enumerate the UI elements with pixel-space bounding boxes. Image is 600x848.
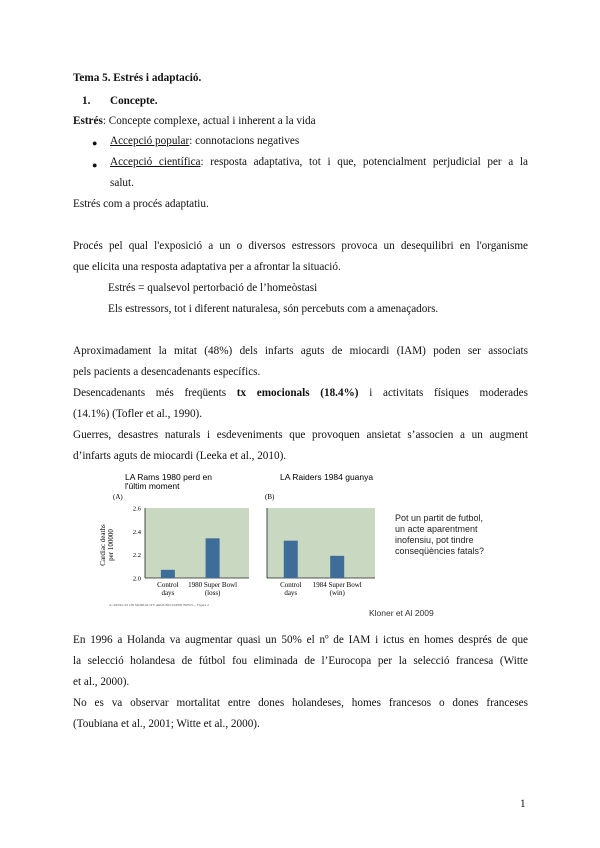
para1-indent2: Els estressors, tot i diferent naturalesa, són percebuts com a amenaçadors. <box>108 303 439 315</box>
section-number: 1. <box>82 95 91 107</box>
para3-line3: et al., 2000). <box>73 676 130 688</box>
y-tick-label: 2.6 <box>132 505 141 513</box>
figure-source: Kloner et Al 2009 <box>369 608 434 618</box>
para3-line5: (Toubiana et al., 2001; Witte et al., 2000). <box>73 718 260 730</box>
bar <box>206 538 220 578</box>
y-tick-label: 2.2 <box>132 552 141 560</box>
figure <box>95 468 525 618</box>
super-bowl-charts <box>95 468 525 618</box>
bullet-item-popular: Accepció popular: connotacions negatives <box>110 135 300 147</box>
panel-a-label: (A) <box>113 493 123 501</box>
definition-line <box>73 115 316 127</box>
y-axis-label-line1: Cardiac deaths <box>99 524 107 566</box>
y-tick-label: 2.4 <box>132 528 141 536</box>
para1-line2: que elicita una resposta adaptativa per a afrontar la situació. <box>73 261 341 273</box>
category-label: Control <box>280 581 302 589</box>
process-heading: Estrés com a procés adaptatiu. <box>73 198 209 210</box>
category-label: 1984 Super Bowl <box>312 581 362 589</box>
category-label: (win) <box>329 589 345 597</box>
bullet-item-scientific: Accepció científica: resposta adaptativa, tot i que, potencialment perjudicial per a la <box>110 156 528 168</box>
category-label: (loss) <box>204 589 221 597</box>
category-label: 1980 Super Bowl <box>188 581 238 589</box>
caption-b: LA Raiders 1984 guanya <box>280 472 374 482</box>
document-title: Tema 5. Estrés i adaptació. <box>73 72 202 84</box>
side-text-line: inofensiu, pot tindre <box>395 535 474 545</box>
para1-line1: Procés pel qual l'exposició a un o diversos estressors provoca un desequilibri en l'organisme <box>73 240 528 252</box>
para2-line2: pels pacients a desencadenants específics. <box>73 366 261 378</box>
bar <box>284 541 298 578</box>
para1-indent1: Estrés = qualsevol pertorbació de l’homeòstasi <box>108 282 318 294</box>
bar <box>161 570 175 578</box>
panel-a-y-ticks <box>133 506 142 583</box>
category-label: Control <box>157 581 179 589</box>
para2-line3: Desencadenants més freqüents tx emocionals (18.4%) i activitats físiques moderades <box>73 387 528 399</box>
para2-line5: Guerres, desastres naturals i esdeveniments que provoquen ansietat s’associen a un augment <box>73 429 528 441</box>
panel-a-background <box>145 508 249 578</box>
side-text-line: Pot un partit de futbol, <box>395 513 484 523</box>
para3-line4: No es va observar mortalitat entre dones holandeses, homes francesos o dones franceses <box>73 697 528 709</box>
panel-a-categories <box>157 581 237 597</box>
category-label: days <box>284 589 298 597</box>
y-axis-label-line2: per 100000 <box>107 529 115 561</box>
para3-line2: la selecció holandesa de fútbol fou eliminada de l’Eurocopa per la selecció francesa (Witte <box>73 655 528 667</box>
bullet-dot-icon: ● <box>92 160 98 170</box>
para2-line1: Aproximadament la mitat (48%) dels infarts aguts de miocardi (IAM) poden ser associats <box>73 345 528 357</box>
definition-term: Estrés <box>73 115 103 127</box>
panel-b-background <box>267 508 375 578</box>
caption-a-line2: l'últim moment <box>125 481 180 491</box>
para3-line1: En 1996 a Holanda va augmentar quasi un 50% el nº de IAM i ictus en homes després de que <box>73 634 528 646</box>
bullet-continuation: salut. <box>110 177 134 189</box>
side-question <box>395 513 484 556</box>
figure-footnote: A: RESULTS ON MORTALITY AROUND SUPER BOWL... Figure 2 <box>109 603 209 607</box>
definition-text: : Concepte complexe, actual i inherent a la vida <box>102 115 316 127</box>
caption-a-line1: LA Rams 1980 perd en <box>125 472 212 482</box>
page-number: 1 <box>520 798 526 810</box>
para2-line6: d’infarts aguts de miocardi (Leeka et al., 2010). <box>73 450 287 462</box>
bar <box>330 556 344 578</box>
side-text-line: un acte aparentment <box>395 524 478 534</box>
section-heading: Concepte. <box>110 95 158 107</box>
panel-b-label: (B) <box>265 493 275 501</box>
category-label: days <box>161 589 175 597</box>
side-text-line: conseqüències fatals? <box>395 546 485 556</box>
panel-b-categories <box>280 581 362 597</box>
y-tick-label: 2.0 <box>132 575 141 583</box>
bullet-dot-icon: ● <box>92 138 98 148</box>
para2-line4: (14.1%) (Tofler et al., 1990). <box>73 408 203 420</box>
